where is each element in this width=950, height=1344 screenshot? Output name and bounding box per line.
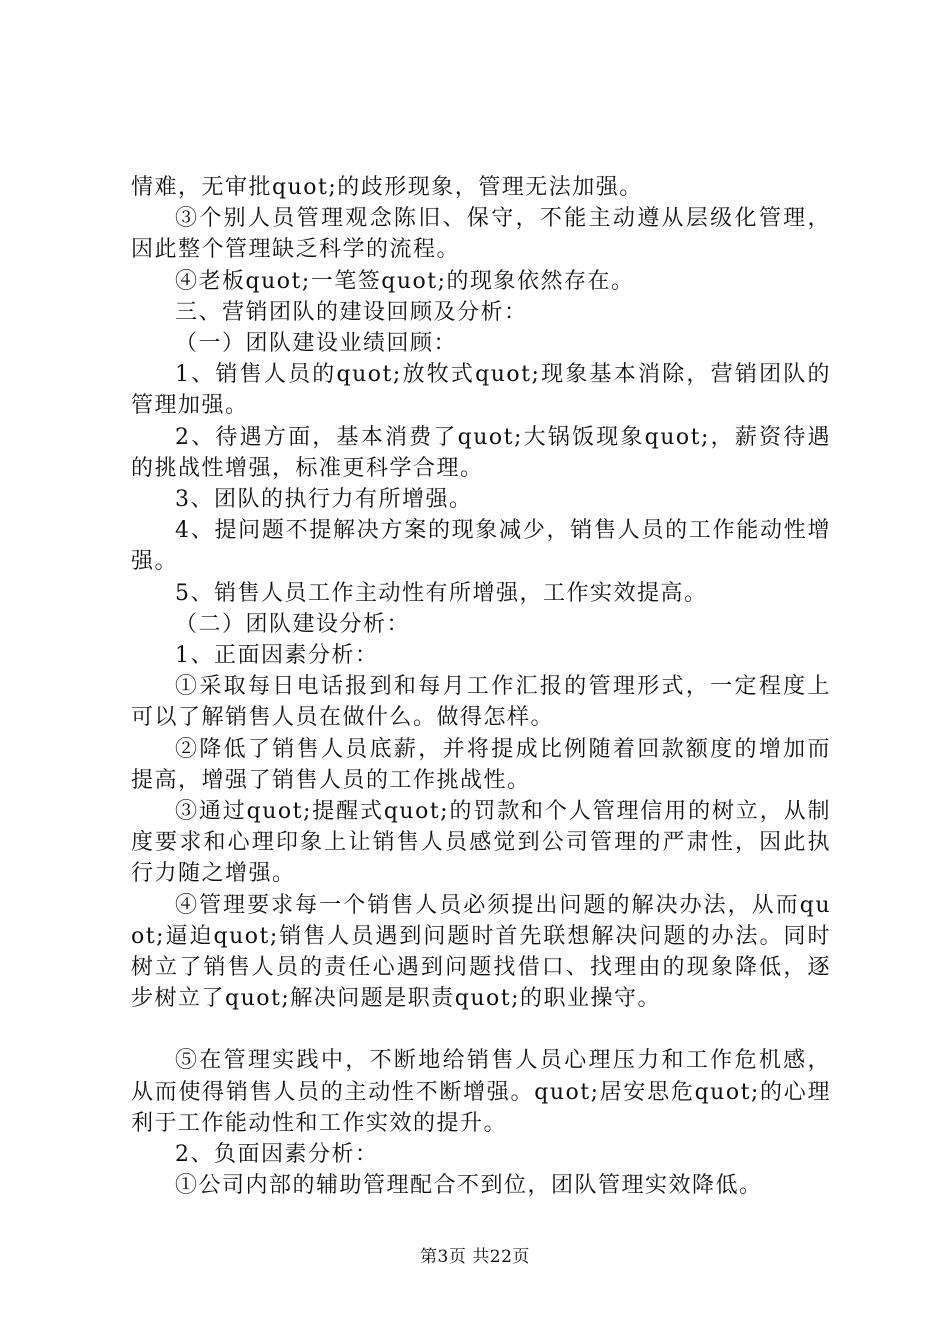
section-heading: 三、营销团队的建设回顾及分析： <box>175 299 528 325</box>
page-footer: 第3页 共22页 <box>420 1247 530 1267</box>
paragraph: ①采取每日电话报到和每月工作汇报的管理形式，一定程度上可以了解销售人员在做什么。做得怎样。 <box>131 674 831 731</box>
paragraph: 3、团队的执行力有所增强。 <box>175 487 473 513</box>
paragraph: 4、提问题不提解决方案的现象减少，销售人员的工作能动性增强。 <box>131 518 831 575</box>
paragraph: ②降低了销售人员底薪，并将提成比例随着回款额度的增加而提高，增强了销售人员的工作挑战性。 <box>131 736 831 793</box>
paragraph: 2、待遇方面，基本消费了quot;大锅饭现象quot;，薪资待遇的挑战性增强，标准更科学合理。 <box>131 424 831 481</box>
paragraph: 5、销售人员工作主动性有所增强，工作实效提高。 <box>175 580 708 606</box>
document-body <box>131 172 831 1202</box>
paragraph: ④老板quot;一笔签quot;的现象依然存在。 <box>175 268 635 294</box>
paragraph: ③个别人员管理观念陈旧、保守，不能主动遵从层级化管理，因此整个管理缺乏科学的流程。 <box>131 206 831 263</box>
paragraph: ①公司内部的辅助管理配合不到位，团队管理实效降低。 <box>175 1173 763 1199</box>
paragraph: 1、正面因素分析： <box>175 643 379 669</box>
subsection-heading: （二）团队建设分析： <box>175 611 411 637</box>
paragraph: 1、销售人员的quot;放牧式quot;现象基本消除，营销团队的管理加强。 <box>131 362 831 419</box>
paragraph: 2、负面因素分析： <box>175 1142 379 1168</box>
paragraph: 情难，无审批quot;的歧形现象，管理无法加强。 <box>131 175 643 200</box>
paragraph: ⑤在管理实践中，不断地给销售人员心理压力和工作危机感，从而使得销售人员的主动性不断增强。quot;居安思危quot;的心理利于工作能动性和工作实效的提升。 <box>131 1048 831 1136</box>
paragraph: ③通过quot;提醒式quot;的罚款和个人管理信用的树立，从制度要求和心理印象上让销售人员感觉到公司管理的严肃性，因此执行力随之增强。 <box>131 799 831 887</box>
paragraph: ④管理要求每一个销售人员必须提出问题的解决办法，从而quot;逼迫quot;销售人员遇到问题时首先联想解决问题的办法。同时树立了销售人员的责任心遇到问题找借口、找理由的现象降低，逐步树立了quot;解决问题是职责quot;的职业操守。 <box>131 892 831 1012</box>
subsection-heading: （一）团队建设业绩回顾： <box>175 331 458 357</box>
